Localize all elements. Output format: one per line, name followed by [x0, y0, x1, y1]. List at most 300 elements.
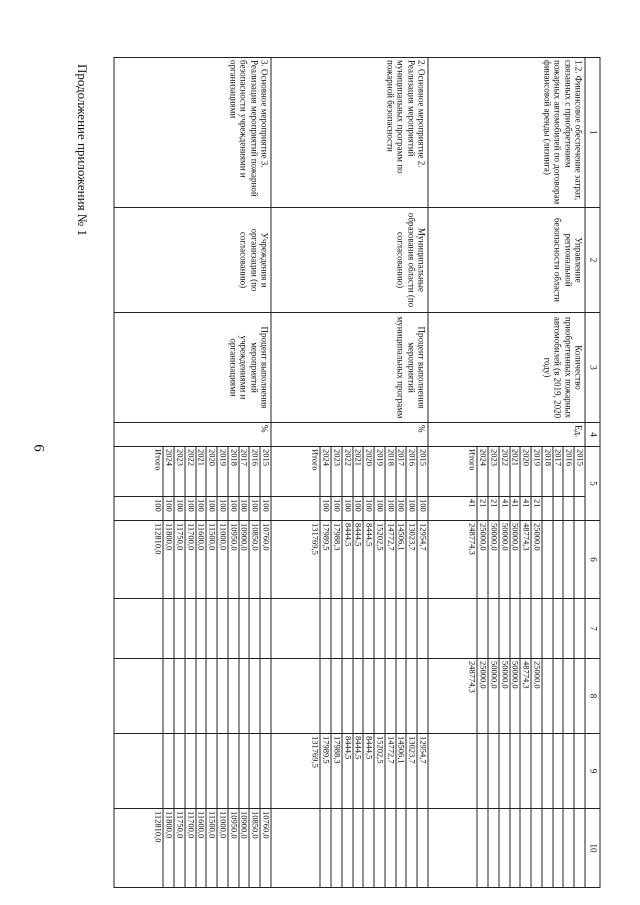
year-value: 2019	[531, 447, 542, 496]
indicator-value-list	[153, 497, 270, 520]
total-funding-value	[553, 521, 564, 598]
year-value: 2022	[499, 447, 510, 496]
total-funding-value: 11800,0	[163, 521, 174, 598]
federal-budget-value	[228, 599, 239, 658]
federal-budget-list-cell	[428, 599, 585, 659]
indicator-cell: Процент выполнения мероприятий учреждениями и организациями	[114, 313, 271, 423]
total-funding-value: 12954,7	[417, 521, 427, 598]
municipal-budget-value	[249, 734, 260, 808]
municipal-budget-value	[239, 734, 250, 808]
other-sources-value: 11500,0	[206, 809, 217, 887]
federal-budget-value	[488, 599, 499, 658]
regional-budget-value	[174, 659, 185, 733]
table-body	[114, 58, 585, 888]
total-funding-value: 14506,1	[396, 521, 407, 598]
federal-budget-value	[520, 599, 531, 658]
regional-budget-value	[574, 659, 584, 733]
indicator-value-value: 100	[185, 497, 196, 520]
federal-budget-value	[353, 599, 364, 658]
total-funding-value: 11500,0	[206, 521, 217, 598]
year-value: 2018	[542, 447, 553, 496]
total-funding-value: 13023,7	[406, 521, 417, 598]
total-funding-list	[467, 521, 584, 598]
total-funding-list	[153, 521, 270, 598]
total-funding-value: 10950,0	[228, 521, 239, 598]
year-value: 2016	[249, 447, 260, 496]
year-list	[153, 447, 270, 496]
other-sources-value	[396, 809, 407, 887]
indicator-value-list-cell	[271, 497, 428, 521]
federal-budget-value	[206, 599, 217, 658]
year-value: 2021	[510, 447, 521, 496]
total-funding-value: 11700,0	[185, 521, 196, 598]
total-funding-value: 17989,5	[320, 521, 331, 598]
federal-budget-value	[260, 599, 270, 658]
year-value: 2020	[206, 447, 217, 496]
year-value: 2016	[406, 447, 417, 496]
indicator-value-value: 100	[406, 497, 417, 520]
column-header-5: 5	[585, 447, 600, 521]
federal-budget-value	[385, 599, 396, 658]
indicator-value-value: 41	[467, 499, 478, 508]
indicator-value-value	[310, 497, 320, 520]
indicator-value-list-cell	[428, 497, 585, 521]
indicator-value-value	[563, 497, 574, 520]
indicator-value-value	[574, 497, 584, 520]
municipal-budget-value	[563, 734, 574, 808]
total-funding-value: 17988,3	[331, 521, 342, 598]
year-value: 2024	[163, 447, 174, 496]
indicator-value-list-cell	[114, 497, 271, 521]
column-header-8: 8	[585, 659, 600, 734]
other-sources-value: 10850,0	[249, 809, 260, 887]
other-sources-value: 10760,0	[260, 809, 270, 887]
year-value: 2015	[260, 447, 270, 496]
indicator-value-value: 100	[217, 497, 228, 520]
indicator-value-value	[553, 497, 564, 520]
total-funding-value: 10900,0	[239, 521, 250, 598]
year-value: 2017	[239, 447, 250, 496]
federal-budget-value	[396, 599, 407, 658]
regional-budget-value	[320, 659, 331, 733]
column-header-1: 1	[585, 58, 600, 208]
total-funding-value: 15202,5	[374, 521, 385, 598]
total-funding-value: 11600,0	[196, 521, 207, 598]
regional-budget-value	[196, 659, 207, 733]
regional-budget-value	[185, 659, 196, 733]
activity-name-cell: 1.2. Финансовое обеспечение затрат, связанных с приобретением пожарных автомобилей по договорам финансовой аренды (лизинга)	[428, 58, 585, 208]
total-funding-value	[563, 521, 574, 598]
total-funding-value: 14772,7	[385, 521, 396, 598]
municipal-budget-value	[185, 734, 196, 808]
other-sources-value	[499, 809, 510, 887]
total-funding-value: 25000,0	[531, 521, 542, 598]
other-sources-value: 10900,0	[239, 809, 250, 887]
total-funding-value: 10760,0	[260, 521, 270, 598]
activity-name-cell: 2. Основное мероприятие 2. Реализация мероприятий муниципальных программ по пожарной безопасности	[271, 58, 428, 208]
federal-budget-value	[467, 599, 477, 658]
column-header-10: 10	[585, 809, 600, 888]
federal-budget-list-cell	[271, 599, 428, 659]
indicator-value-value: 100	[228, 497, 239, 520]
total-funding-value: 8444,5	[353, 521, 364, 598]
year-value: 2015	[417, 447, 427, 496]
regional-budget-value	[406, 659, 417, 733]
other-sources-value	[374, 809, 385, 887]
regional-budget-list-cell	[114, 659, 271, 734]
indicator-cell: Процент выполнения мероприятий муниципальных программ	[271, 313, 428, 423]
municipal-budget-value	[553, 734, 564, 808]
municipal-budget-value	[206, 734, 217, 808]
total-funding-value: 50000,0	[499, 521, 510, 598]
indicator-cell: Количество приобретенных пожарных автомобилей (в 2019, 2020 году)	[428, 313, 585, 423]
federal-budget-list	[310, 599, 427, 658]
federal-budget-value	[553, 599, 564, 658]
federal-budget-value	[374, 599, 385, 658]
year-list-cell	[271, 447, 428, 497]
indicator-value-value: 100	[320, 497, 331, 520]
activity-name-cell: 3. Основное мероприятие 3. Реализация мероприятий пожарной безопасности учреждениями и организациями	[114, 58, 271, 208]
municipal-budget-value	[510, 734, 521, 808]
municipal-budget-list	[153, 734, 270, 808]
municipal-budget-value	[542, 734, 553, 808]
federal-budget-value	[574, 599, 584, 658]
regional-budget-value	[363, 659, 374, 733]
year-value: 2022	[342, 447, 353, 496]
municipal-budget-value: 14506,1	[396, 734, 407, 808]
federal-budget-value	[217, 599, 228, 658]
total-funding-value: 50000,0	[510, 521, 521, 598]
regional-budget-value	[342, 659, 353, 733]
regional-budget-value	[163, 659, 174, 733]
federal-budget-value	[406, 599, 417, 658]
municipal-budget-value: 8444,5	[363, 734, 374, 808]
municipal-budget-value	[260, 734, 270, 808]
year-value: Итого	[310, 449, 321, 471]
indicator-value-value: 41	[499, 497, 510, 520]
indicator-value-value: 100	[342, 497, 353, 520]
total-funding-list-cell	[271, 521, 428, 599]
year-value: 2021	[196, 447, 207, 496]
indicator-value-list	[310, 497, 427, 520]
federal-budget-value	[531, 599, 542, 658]
federal-budget-value	[249, 599, 260, 658]
municipal-budget-value: 8444,5	[342, 734, 353, 808]
federal-budget-value	[320, 599, 331, 658]
indicator-value-value: 100	[206, 497, 217, 520]
regional-budget-value	[206, 659, 217, 733]
indicator-value-value: 21	[488, 497, 499, 520]
municipal-budget-value	[531, 734, 542, 808]
other-sources-value: 10950,0	[228, 809, 239, 887]
total-funding-list	[310, 521, 427, 598]
appendix-continuation-title: Продолжение приложения № 1	[75, 64, 90, 236]
year-list-cell	[114, 447, 271, 497]
table-row	[271, 58, 428, 888]
year-value: 2022	[185, 447, 196, 496]
total-funding-value: 112810,0	[153, 523, 164, 555]
total-funding-list-cell	[428, 521, 585, 599]
year-value: 2017	[553, 447, 564, 496]
municipal-budget-value	[196, 734, 207, 808]
total-funding-value: 48774,3	[520, 521, 531, 598]
federal-budget-list	[467, 599, 584, 658]
other-sources-list	[153, 809, 270, 887]
year-value: 2018	[228, 447, 239, 496]
other-sources-value: 11600,0	[196, 809, 207, 887]
year-list	[310, 447, 427, 496]
unit-cell: %	[114, 423, 271, 447]
other-sources-value: 11750,0	[174, 809, 185, 887]
municipal-budget-list	[467, 734, 584, 808]
other-sources-value	[553, 809, 564, 887]
regional-budget-value	[239, 659, 250, 733]
municipal-budget-value	[477, 734, 488, 808]
year-value: 2023	[331, 447, 342, 496]
regional-budget-list	[310, 659, 427, 733]
municipal-budget-value: 12954,7	[417, 734, 427, 808]
year-value: 2020	[520, 447, 531, 496]
indicator-value-value: 100	[196, 497, 207, 520]
federal-budget-value	[542, 599, 553, 658]
regional-budget-list	[153, 659, 270, 733]
other-sources-value	[417, 809, 427, 887]
indicator-value-value: 41	[510, 497, 521, 520]
indicator-value-value: 100	[417, 497, 427, 520]
year-value: 2019	[374, 447, 385, 496]
program-activities-table-wrapper	[116, 57, 601, 887]
year-value: 2023	[174, 447, 185, 496]
federal-budget-value	[174, 599, 185, 658]
total-funding-value: 50000,0	[488, 521, 499, 598]
year-value: 2015	[574, 447, 584, 496]
regional-budget-value	[153, 659, 163, 733]
indicator-value-value: 100	[363, 497, 374, 520]
indicator-value-list	[467, 497, 584, 520]
other-sources-value	[353, 809, 364, 887]
other-sources-value	[406, 809, 417, 887]
indicator-value-value: 100	[260, 497, 270, 520]
regional-budget-value	[310, 659, 320, 733]
regional-budget-value	[563, 659, 574, 733]
regional-budget-value	[260, 659, 270, 733]
other-sources-value: 11800,0	[163, 809, 174, 887]
year-list	[467, 447, 584, 496]
executor-cell: Муниципальные образования области (по согласованию)	[271, 208, 428, 313]
regional-budget-value	[331, 659, 342, 733]
regional-budget-list	[467, 659, 584, 733]
federal-budget-value	[185, 599, 196, 658]
other-sources-list-cell	[271, 809, 428, 888]
regional-budget-list-cell	[271, 659, 428, 734]
municipal-budget-list	[310, 734, 427, 808]
municipal-budget-value	[217, 734, 228, 808]
federal-budget-value	[331, 599, 342, 658]
regional-budget-value	[249, 659, 260, 733]
year-value: 2017	[396, 447, 407, 496]
program-activities-table	[114, 57, 601, 888]
indicator-value-value: 21	[531, 497, 542, 520]
unit-cell: %	[271, 423, 428, 447]
other-sources-value	[467, 809, 477, 887]
column-header-9: 9	[585, 734, 600, 809]
indicator-value-value: 100	[163, 497, 174, 520]
federal-budget-value	[163, 599, 174, 658]
other-sources-list-cell	[428, 809, 585, 888]
total-funding-value: 11750,0	[174, 521, 185, 598]
year-value: 2023	[488, 447, 499, 496]
column-header-3: 3	[585, 313, 600, 423]
other-sources-value	[363, 809, 374, 887]
regional-budget-value	[396, 659, 407, 733]
total-funding-value: 248774,3	[467, 523, 478, 555]
municipal-budget-value	[163, 734, 174, 808]
regional-budget-value	[417, 659, 427, 733]
regional-budget-value	[385, 659, 396, 733]
municipal-budget-value: 17989,5	[320, 734, 331, 808]
regional-budget-value	[542, 659, 553, 733]
total-funding-list-cell	[114, 521, 271, 599]
indicator-value-value: 100	[249, 497, 260, 520]
table-row	[114, 58, 271, 888]
regional-budget-value: 50000,0	[510, 659, 521, 733]
other-sources-value	[310, 809, 320, 887]
regional-budget-list-cell	[428, 659, 585, 734]
municipal-budget-value: 17988,3	[331, 734, 342, 808]
other-sources-value	[574, 809, 584, 887]
municipal-budget-value: 8444,5	[353, 734, 364, 808]
indicator-value-value: 100	[385, 497, 396, 520]
indicator-value-value: 100	[239, 497, 250, 520]
indicator-value-value: 100	[174, 497, 185, 520]
municipal-budget-value: 14772,7	[385, 734, 396, 808]
indicator-value-value: 100	[331, 497, 342, 520]
municipal-budget-list-cell	[428, 734, 585, 809]
total-funding-value: 11000,0	[217, 521, 228, 598]
column-header-6: 6	[585, 521, 600, 599]
other-sources-value	[542, 809, 553, 887]
municipal-budget-value	[499, 734, 510, 808]
unit-cell: Ед.	[428, 423, 585, 447]
executor-cell: Учреждения и организации (по согласованию)	[114, 208, 271, 313]
year-value: 2024	[320, 447, 331, 496]
regional-budget-value: 48774,3	[520, 659, 531, 733]
table-row	[428, 58, 585, 888]
federal-budget-value	[477, 599, 488, 658]
other-sources-value	[520, 809, 531, 887]
total-funding-value: 25000,0	[477, 521, 488, 598]
federal-budget-value	[563, 599, 574, 658]
other-sources-value	[331, 809, 342, 887]
municipal-budget-value: 131769,5	[310, 736, 321, 768]
federal-budget-value	[196, 599, 207, 658]
municipal-budget-list-cell	[114, 734, 271, 809]
other-sources-value: 112810,0	[153, 811, 164, 843]
federal-budget-value	[510, 599, 521, 658]
municipal-budget-value	[228, 734, 239, 808]
total-funding-value: 8444,5	[342, 521, 353, 598]
federal-budget-value	[310, 599, 320, 658]
indicator-value-value: 100	[353, 497, 364, 520]
municipal-budget-value	[467, 734, 477, 808]
other-sources-value: 11000,0	[217, 809, 228, 887]
total-funding-value	[542, 521, 553, 598]
other-sources-value	[488, 809, 499, 887]
federal-budget-list	[153, 599, 270, 658]
federal-budget-value	[153, 599, 163, 658]
indicator-value-value: 100	[396, 497, 407, 520]
regional-budget-value: 50000,0	[488, 659, 499, 733]
total-funding-value	[574, 521, 584, 598]
other-sources-value	[563, 809, 574, 887]
indicator-value-value: 100	[374, 497, 385, 520]
year-value: 2024	[477, 447, 488, 496]
municipal-budget-value	[174, 734, 185, 808]
other-sources-value	[385, 809, 396, 887]
federal-budget-value	[499, 599, 510, 658]
municipal-budget-list-cell	[271, 734, 428, 809]
total-funding-value: 8444,5	[363, 521, 374, 598]
other-sources-value: 11700,0	[185, 809, 196, 887]
column-number-row	[585, 58, 600, 888]
other-sources-value	[531, 809, 542, 887]
regional-budget-value	[217, 659, 228, 733]
municipal-budget-value	[153, 734, 163, 808]
regional-budget-value: 25000,0	[477, 659, 488, 733]
total-funding-value: 131769,5	[310, 523, 321, 555]
indicator-value-value: 21	[477, 497, 488, 520]
regional-budget-value	[353, 659, 364, 733]
indicator-value-value: 100	[153, 499, 164, 512]
municipal-budget-value	[520, 734, 531, 808]
regional-budget-value: 248774,3	[467, 661, 478, 693]
year-value: Итого	[153, 449, 164, 471]
executor-cell: Управление региональной безопасности области	[428, 208, 585, 313]
year-value: 2020	[363, 447, 374, 496]
regional-budget-value: 25000,0	[531, 659, 542, 733]
other-sources-list	[310, 809, 427, 887]
page-number: 6	[30, 444, 47, 452]
column-header-2: 2	[585, 208, 600, 313]
year-list-cell	[428, 447, 585, 497]
other-sources-value	[477, 809, 488, 887]
other-sources-value	[342, 809, 353, 887]
municipal-budget-value	[488, 734, 499, 808]
federal-budget-value	[239, 599, 250, 658]
regional-budget-value	[374, 659, 385, 733]
column-header-4: 4	[585, 423, 600, 447]
other-sources-list-cell	[114, 809, 271, 888]
municipal-budget-value: 13023,7	[406, 734, 417, 808]
column-header-7: 7	[585, 599, 600, 659]
municipal-budget-value: 15202,5	[374, 734, 385, 808]
year-value: 2021	[353, 447, 364, 496]
federal-budget-value	[417, 599, 427, 658]
federal-budget-list-cell	[114, 599, 271, 659]
other-sources-value	[510, 809, 521, 887]
other-sources-value	[320, 809, 331, 887]
indicator-value-value	[542, 497, 553, 520]
regional-budget-value	[228, 659, 239, 733]
year-value: Итого	[467, 449, 478, 471]
year-value: 2016	[563, 447, 574, 496]
year-value: 2018	[385, 447, 396, 496]
indicator-value-value: 41	[520, 497, 531, 520]
regional-budget-value: 50000,0	[499, 659, 510, 733]
federal-budget-value	[342, 599, 353, 658]
federal-budget-value	[363, 599, 374, 658]
total-funding-value: 10850,0	[249, 521, 260, 598]
